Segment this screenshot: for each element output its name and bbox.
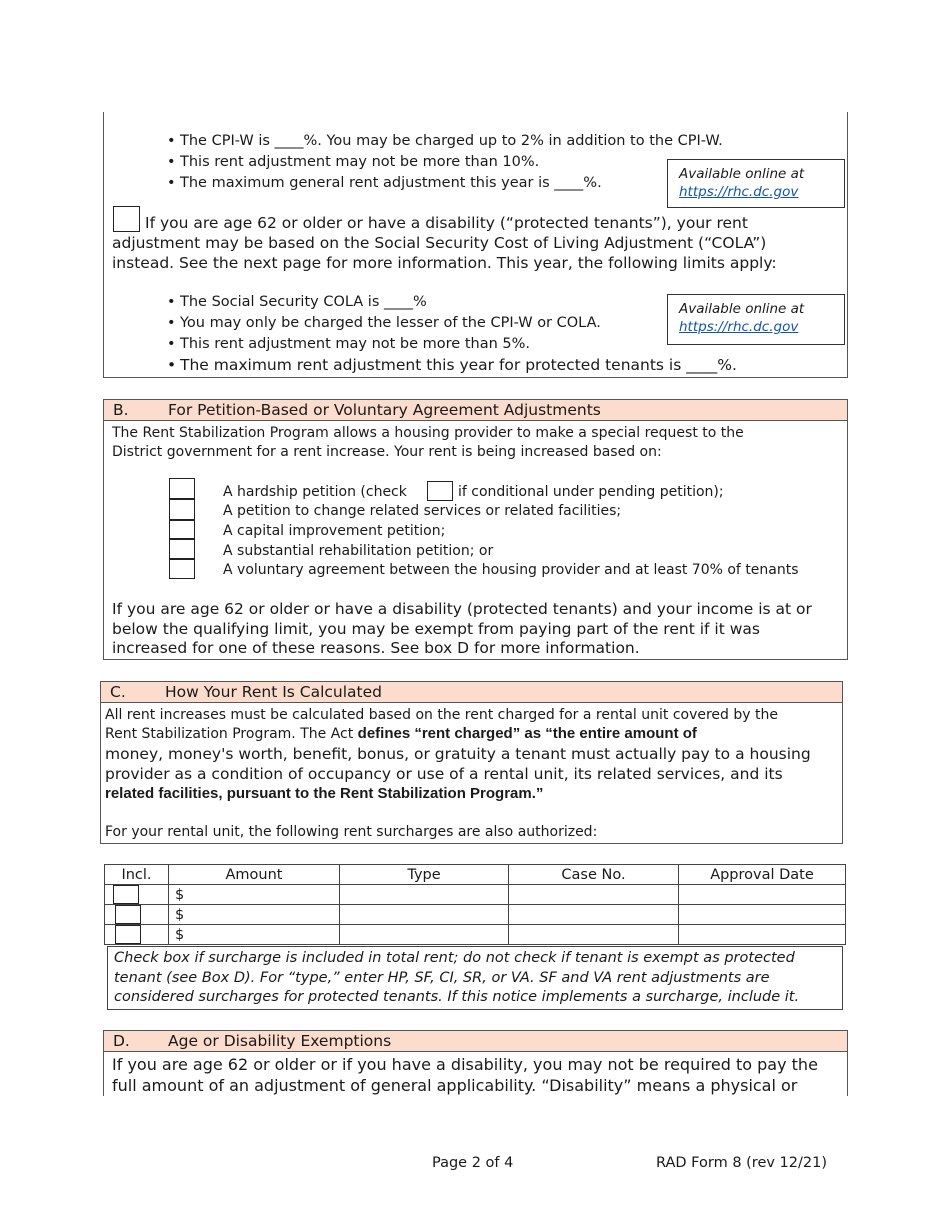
section-b-header — [103, 399, 848, 421]
section-c-header — [100, 681, 843, 703]
voluntary-agreement-checkbox[interactable] — [169, 559, 195, 579]
cpi-bullet: • The CPI-W is ____%. You may be charged up to 2% in addition to the CPI-W. — [167, 133, 723, 149]
type-cell[interactable] — [340, 925, 509, 945]
note-line: Check box if surcharge is included in total rent; do not check if tenant is exempt as protected — [114, 950, 795, 966]
callout-text: Available online at — [679, 301, 805, 317]
approval-date-cell[interactable] — [679, 905, 846, 925]
cola-bullet-text: You may only be charged the lesser of the CPI-W or COLA. — [180, 315, 601, 331]
include-checkbox[interactable] — [115, 905, 141, 924]
approval-date-cell[interactable] — [679, 925, 846, 945]
incl-cell — [105, 885, 169, 905]
section-letter: B. — [113, 401, 129, 419]
column-header: Amount — [169, 865, 340, 885]
callout-text: Available online at — [679, 166, 805, 182]
column-header: Case No. — [509, 865, 679, 885]
incl-cell — [105, 905, 169, 925]
intro-line: The Rent Stabilization Program allows a housing provider to make a special request to the — [112, 425, 744, 441]
case-no-cell[interactable] — [509, 925, 679, 945]
exemption-line: If you are age 62 or older or if you have a disability, you may not be required to pay the — [112, 1055, 818, 1074]
section-letter: D. — [113, 1032, 130, 1050]
rent-calc-line — [105, 783, 543, 804]
section-title: Age or Disability Exemptions — [168, 1032, 392, 1050]
rent-calc-bold: related facilities, pursuant to the Rent Stabilization Program.” — [105, 785, 544, 802]
section-title: How Your Rent Is Calculated — [165, 683, 382, 701]
option-label: A hardship petition (check — [223, 484, 407, 500]
protected-text-line: adjustment may be based on the Social Security Cost of Living Adjustment (“COLA”) — [112, 234, 767, 252]
table-header-row — [105, 865, 846, 885]
amount-cell[interactable]: $ — [169, 885, 340, 905]
option-label-suffix: if conditional under pending petition); — [458, 484, 724, 500]
cola-bullet-text: The maximum rent adjustment this year for protected tenants is ____%. — [180, 356, 737, 374]
cpi-bullet-text: This rent adjustment may not be more than 10%. — [180, 154, 540, 170]
section-d-header — [103, 1030, 848, 1052]
table-row — [105, 925, 846, 945]
conditional-checkbox[interactable] — [427, 481, 453, 501]
hardship-checkbox[interactable] — [169, 478, 195, 499]
rhc-link[interactable]: https://rhc.dc.gov — [679, 319, 799, 335]
type-cell[interactable] — [340, 905, 509, 925]
column-header: Type — [340, 865, 509, 885]
include-checkbox[interactable] — [113, 885, 139, 904]
rent-calc-bold: defines “rent charged” as “the entire amount of — [357, 725, 697, 742]
cpi-bullet-text: The CPI-W is ____%. You may be charged up to 2% in addition to the CPI-W. — [180, 133, 723, 149]
form-id: RAD Form 8 (rev 12/21) — [656, 1155, 828, 1171]
case-no-cell[interactable] — [509, 905, 679, 925]
online-callout — [667, 294, 845, 345]
cpi-bullet: • This rent adjustment may not be more than 10%. — [167, 154, 540, 170]
section-letter: C. — [110, 683, 126, 701]
closing-line: increased for one of these reasons. See box D for more information. — [112, 639, 640, 657]
rhc-link[interactable]: https://rhc.dc.gov — [679, 184, 799, 200]
exemption-line: full amount of an adjustment of general applicability. “Disability” means a physical or — [112, 1076, 798, 1095]
amount-cell[interactable]: $ — [169, 905, 340, 925]
option-label: A substantial rehabilitation petition; or — [223, 543, 494, 559]
page-number: Page 2 of 4 — [432, 1155, 514, 1171]
table-row — [105, 905, 846, 925]
intro-line: District government for a rent increase. Your rent is being increased based on: — [112, 444, 662, 460]
section-title: For Petition-Based or Voluntary Agreement Adjustments — [168, 401, 601, 419]
column-header: Incl. — [105, 865, 169, 885]
rent-calc-line — [105, 724, 697, 744]
incl-cell — [105, 925, 169, 945]
related-services-checkbox[interactable] — [169, 499, 195, 520]
approval-date-cell[interactable] — [679, 885, 846, 905]
cola-bullet-text: The Social Security COLA is ____% — [180, 294, 427, 310]
protected-text-line: If you are age 62 or older or have a disability (“protected tenants”), your rent — [145, 214, 748, 232]
protected-tenant-checkbox[interactable] — [113, 206, 140, 232]
cola-bullet: • This rent adjustment may not be more than 5%. — [167, 336, 530, 352]
include-checkbox[interactable] — [115, 925, 141, 944]
cpi-bullet-text: The maximum general rent adjustment this year is ____%. — [180, 175, 602, 191]
rent-calc-line: money, money's worth, benefit, bonus, or gratuity a tenant must actually pay to a housing — [105, 745, 811, 763]
rent-calc-text: Rent Stabilization Program. The Act — [105, 726, 358, 742]
case-no-cell[interactable] — [509, 885, 679, 905]
surcharge-table — [104, 864, 846, 945]
closing-line: If you are age 62 or older or have a disability (protected tenants) and your income is at or — [112, 600, 812, 618]
table-row — [105, 885, 846, 905]
substantial-rehab-checkbox[interactable] — [169, 539, 195, 559]
cola-bullet: • You may only be charged the lesser of the CPI-W or COLA. — [167, 315, 601, 331]
surcharge-note — [107, 946, 843, 1010]
rent-calc-line: provider as a condition of occupancy or use of a rental unit, its related services, and its — [105, 765, 783, 783]
type-cell[interactable] — [340, 885, 509, 905]
option-label: A petition to change related services or related facilities; — [223, 503, 622, 519]
note-line: tenant (see Box D). For “type,” enter HP, SF, CI, SR, or VA. SF and VA rent adjustments are — [114, 969, 770, 986]
closing-line: below the qualifying limit, you may be exempt from paying part of the rent if it was — [112, 620, 760, 638]
option-label: A voluntary agreement between the housing provider and at least 70% of tenants — [223, 562, 799, 578]
surcharge-intro: For your rental unit, the following rent surcharges are also authorized: — [105, 824, 598, 840]
capital-improvement-checkbox[interactable] — [169, 520, 195, 539]
cola-bullet: • The Social Security COLA is ____% — [167, 294, 427, 310]
online-callout — [667, 159, 845, 208]
rent-calc-line: All rent increases must be calculated based on the rent charged for a rental unit covered by the — [105, 707, 778, 723]
protected-text-line: instead. See the next page for more information. This year, the following limits apply: — [112, 254, 777, 272]
cpi-bullet: • The maximum general rent adjustment this year is ____%. — [167, 175, 602, 191]
cola-bullet: • The maximum rent adjustment this year for protected tenants is ____%. — [167, 356, 737, 374]
note-line: considered surcharges for protected tenants. If this notice implements a surcharge, include it. — [114, 989, 800, 1005]
cola-bullet-text: This rent adjustment may not be more than 5%. — [180, 336, 530, 352]
amount-cell[interactable]: $ — [169, 925, 340, 945]
column-header: Approval Date — [679, 865, 846, 885]
option-label: A capital improvement petition; — [223, 523, 446, 539]
